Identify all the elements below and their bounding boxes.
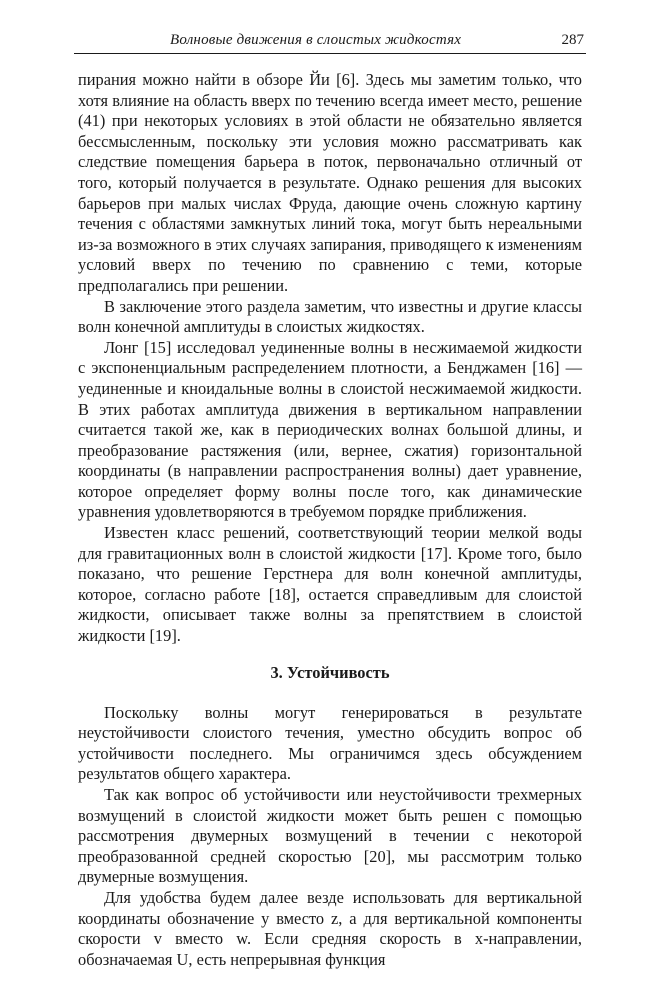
paragraph: Для удобства будем далее везде использовать для вертикальной координаты обозначение y вместо z, а для вертикальной компоненты скорости v вместо w. Если средняя скорость в x-направлении, обозначаемая U, есть непрерывная функция: [78, 887, 582, 969]
body-text: [78, 70, 582, 970]
paragraph: Поскольку волны могут генерироваться в результате неустойчивости слоистого течения, уместно обсудить вопрос об устойчивости последнего. Мы ограничимся здесь обсуждением результатов общего характера.: [78, 702, 582, 784]
paragraph: В заключение этого раздела заметим, что известны и другие классы волн конечной амплитуды в слоистых жидкостях.: [78, 296, 582, 337]
section-heading: 3. Устойчивость: [270, 662, 390, 682]
paragraph: Так как вопрос об устойчивости или неустойчивости трехмерных возмущений в слоистой жидкости может быть решен с помощью рассмотрения двумерных возмущений в течении с некоторой преобразованной средней скоростью [20], мы рассмотрим только двумерные возмущения.: [78, 785, 582, 887]
running-head: [74, 30, 586, 54]
header-rule: [74, 53, 586, 54]
paragraph: Лонг [15] исследовал уединенные волны в несжимаемой жидкости с экспоненциальным распределением плотности, а Бенджамен [16] — уединенные и кноидальные волны в слоистой несжимаемой жидкости. В этих работах амплитуда движения в вертикальном направлении считается такой же, как в периодических волнах большой длины, и преобразование растяжения (или, вернее, сжатия) горизонтальной координаты (в направлении распространения волны) дает уравнение, которое определяет форму волны после того, как динамические уравнения удовлетворяются в требуемом порядке приближения.: [78, 337, 582, 522]
running-title: Волновые движения в слоистых жидкостях: [170, 32, 462, 48]
page-number: 287: [561, 32, 584, 48]
paragraph: Известен класс решений, соответствующий теории мелкой воды для гравитационных волн в слоистой жидкости [17]. Кроме того, было показано, что решение Герстнера для волн конечной амплитуды, которое, согласно работе [18], остается справедливым для слоистой жидкости, описывает также волны за препятствием в слоистой жидкости [19].: [78, 523, 582, 646]
paragraph-continuation: пирания можно найти в обзоре Йи [6]. Здесь мы заметим только, что хотя влияние на область вверх по течению всегда имеет место, решение (41) при некоторых условиях в этой области не обязательно является бессмысленным, поскольку эти условия можно рассматривать как следствие помещения барьера в поток, первоначально отличный от того, который получается в результате. Однако решения для высоких барьеров при малых числах Фруда, дающие очень сложную картину течения с областями замкнутых линий тока, могут быть нереальными из-за возможного в этих случаях запирания, приводящего к изменениям условий вверх по течению по сравнению с теми, которые предполагались при решении.: [78, 70, 582, 295]
